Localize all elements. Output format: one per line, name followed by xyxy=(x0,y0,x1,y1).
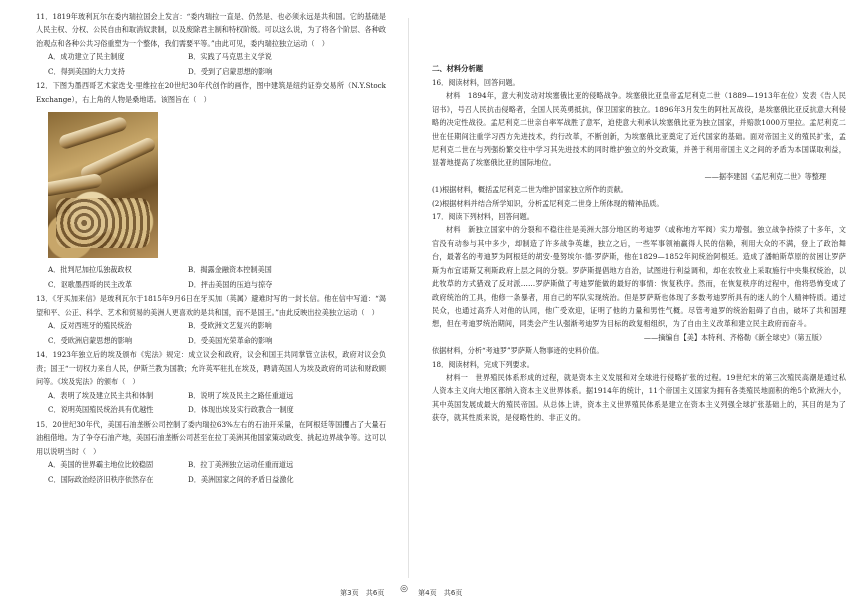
question-14-options xyxy=(36,389,386,418)
option-a[interactable]: A．批判尼加拉瓜独裁政权 xyxy=(48,265,132,275)
question-17-question: 依据材料，分析“考迪罗”罗萨斯人物事迹的史料价值。 xyxy=(432,346,604,356)
option-c[interactable]: C．得到美国的大力支持 xyxy=(48,66,125,76)
question-17-material: 材料 新独立国家中的分裂和不稳往往是美洲大部分地区的考迪罗（或称地方军阀）实力增强。独立战争持续了十多年，文官没有动参与其中多少，却制造了许多战争英雄，独立之后，一些军事领袖赢得人民的信赖，利用大众的不满，登上了政治舞台，最著名的考迪罗为阿根廷的胡安·曼努埃尔·德·罗萨斯，他在1829—1852年间统治阿根廷。造成了潘帕斯草原的贫困让罗萨斯为布宜诺斯艾利斯政府上层之间的分裂。罗萨斯提倡地方自治，试图进行利益调和，却在农牧业上采取施行中央集权统治，以此牧草的方式猎戏了反对派……罗萨斯做了考迪罗能做的最好的事情：恢复秩序。然而，在恢复秩序的过程中，他将恐怖变成了政府统治的工具，他修一条暴者，用自己的军队实现统治。但是罗萨斯也体现了多数考迪罗所具有的迷人的个人精神特质。通过民众，也通过高乔人对他的认同，他广受欢迎，证明了他的力量和男性气概。尽管考迪罗的统治阻碍了自由，破坏了共和国理想，但在考迪罗统治期间，同类会产生认强渐考迪罗为目标的政复相组织，为了自由主义改革和建立民主政府而奋斗。 xyxy=(432,225,846,329)
question-15-stem: 15．20世纪30年代，美国石油垄断公司控制了委内瑞拉63%左右的石油开采量，在阿根廷等国攫占了大量石油租借地。为了争夺石油产地，美国石油垄断公司甚至在拉丁美洲其他国家策动政变、挑起边界战争等。这可以用以说明当时（ ） xyxy=(36,419,386,456)
option-a[interactable]: A．美国的世界霸主地位比较稳固 xyxy=(48,460,154,470)
page-4 xyxy=(420,0,860,608)
question-11-stem: 11．1819年玻利瓦尔在委内瑞拉国会上发言：“委内瑞拉一直是、仍然是、也必须永远是共和国。它的基础是人民主权、分权、公民自由和取消奴隶制，以及废除君主制和特权阶级。可以这么说，为了将各个阶层、各种政治观点和各种公共习俗重塑为一个整体，我们需要平等。”由此可见，委内瑞拉独立运动（ ） xyxy=(36,12,386,48)
option-c[interactable]: C．说明英国殖民统治具有优越性 xyxy=(48,405,154,415)
option-d[interactable]: D．体现出埃及实行政教合一制度 xyxy=(188,405,294,415)
column-divider xyxy=(408,18,409,578)
option-b[interactable]: B．实践了马克思主义学说 xyxy=(188,52,272,62)
question-13-options xyxy=(36,319,386,348)
question-18-stem: 18．阅读材料，完成下列要求。 xyxy=(432,359,534,369)
question-16-sub-1: (1)根据材料，概括孟尼利克二世为维护国家独立所作的贡献。 xyxy=(432,185,628,195)
question-16-sub-2: (2)根据材料并结合所学知识，分析孟尼利克二世身上所体现的精神品质。 xyxy=(432,198,664,208)
question-17-stem: 17．阅读下列材料，回答问题。 xyxy=(432,212,534,222)
option-a[interactable]: A．反对西班牙的殖民统治 xyxy=(48,321,132,331)
question-16-stem: 16．阅读材料，回答问题。 xyxy=(432,78,520,87)
option-d[interactable]: D．受美国光荣革命的影响 xyxy=(188,335,273,345)
option-d[interactable]: D．抨击美国的压迫与掠夺 xyxy=(188,279,273,289)
option-d[interactable]: D．美洲国家之间的矛盾日益激化 xyxy=(188,474,294,484)
option-b[interactable]: B．说明了埃及民主之路任重道远 xyxy=(188,390,294,400)
option-b[interactable]: B．受欧洲文艺复兴的影响 xyxy=(188,321,272,331)
section-heading: 二、材料分析题 xyxy=(432,64,484,73)
question-12-options xyxy=(36,263,386,292)
option-b[interactable]: B．揭露金融资本控制美国 xyxy=(188,265,272,275)
mural-painting-image xyxy=(48,112,158,258)
question-14-stem: 14．1923年独立后的埃及颁布《宪法》规定：成立议会和政府，议会和国王共同掌管立法权，政府对议会负责；国王“一切权力来自人民，伊斯兰教为国教；允许英军驻扎在埃及，聘请英国人为埃及政府的司法和财政顾问等。《埃及宪法》的颁布（ ） xyxy=(36,350,386,387)
question-17-citation: ——摘编自【美】本特利、齐格勒《新全球史》（第五版） xyxy=(643,332,826,342)
binding-circle-icon: ◎ xyxy=(400,584,408,594)
page-3-footer: 第3页 共6页 xyxy=(340,588,385,597)
question-12-stem: 12．下图为墨西哥艺术家迭戈·里维拉在20世纪30年代创作的画作，图中建筑是纽约证券交易所（N.Y.Stock Exchange），右上角的人物是桑地诺。该图旨在（ ） xyxy=(36,81,386,104)
question-18-material: 材料一 世界殖民体系形成的过程，就是资本主义发展和对全球进行侵略扩张的过程。19世纪末的第三次殖民高潮是通过私人资本主义向大地区都纳入资本主义世界体系。据1914年的统计，11个帝国主义国家为拥有各类殖民地面积的绝5个欧洲大小，其中英国发展成最大的殖民帝国。从总体上讲，资本主义世界殖民体系是建立在资本主义列强全球扩张基础上的，其目的是为了获夺，就其性质来说，是侵略性的、非正义的。 xyxy=(432,372,846,423)
option-a[interactable]: A．成功建立了民主制度 xyxy=(48,52,125,62)
page-3 xyxy=(0,0,400,608)
question-13-stem: 13．《牙买加来信》是玻利瓦尔于1815年9月6日在牙买加（英属）避难时写的一封长信。他在信中写道：“渴望和平、公正、科学、艺术和贸易的美洲人更喜欢的是共和国，而不是国王。”由此反映出拉美独立运动（ ） xyxy=(36,294,386,317)
option-c[interactable]: C．讴歌墨西哥的民主改革 xyxy=(48,279,133,289)
question-15-options xyxy=(36,458,386,487)
question-16-material: 材料 1894年，意大利发动对埃塞俄比亚的侵略战争。埃塞俄比亚皇帝孟尼利克二世（1889—1913年在位）发表《告人民诏书》，号召人民抗击侵略者，全国人民英勇抵抗，保卫国家的独立。1896年3月发生的阿杜瓦战役，是埃塞俄比亚反抗意大利侵略的决定性战役。孟尼利克二世亲自率军战胜了意军，迫使意大利承认埃塞俄比亚为独立国家，并赔款1000万里拉。孟尼利克二世在任期间注重学习西方先进技术，约行改革，不断创新，为埃塞俄比亚奠定了近代国家的基础。面对帝国主义的殖民扩张，孟尼利克二世在与列强纷繁交往中学习其先进技术的同时维护独立的外交政策，并善于利用帝国主义之间的矛盾为本国谋取利益，显著地提高了埃塞俄比亚的国际地位。 xyxy=(432,91,846,168)
option-c[interactable]: C．国际政治经济旧秩序依然存在 xyxy=(48,474,154,484)
question-11-options xyxy=(36,50,386,79)
page-4-footer: 第4页 共6页 xyxy=(418,588,463,597)
option-d[interactable]: D．受到了启蒙思想的影响 xyxy=(188,66,273,76)
option-a[interactable]: A．表明了埃及建立民主共和体制 xyxy=(48,390,154,400)
option-b[interactable]: B．拉丁美洲独立运动任重而道远 xyxy=(188,460,294,470)
question-16-citation: ——据李建国《孟尼利克二世》等整理 xyxy=(704,171,826,181)
option-c[interactable]: C．受欧洲启蒙思想的影响 xyxy=(48,335,133,345)
